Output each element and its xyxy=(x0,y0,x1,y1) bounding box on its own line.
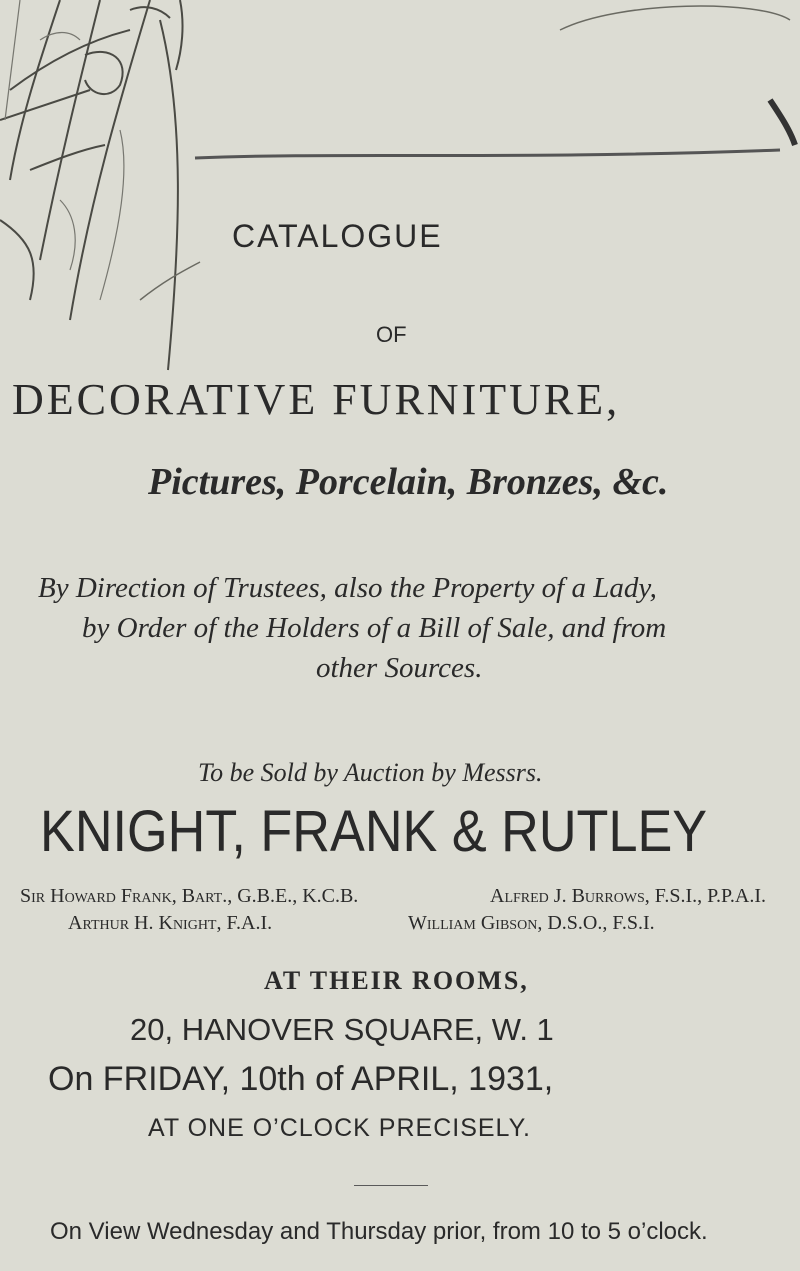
auctioneers-name: KNIGHT, FRANK & RUTLEY xyxy=(40,799,708,864)
sale-intro: To be Sold by Auction by Messrs. xyxy=(198,758,543,787)
subtitle: Pictures, Porcelain, Bronzes, &c. xyxy=(148,461,669,503)
partner-3: Arthur H. Knight, F.A.I. xyxy=(68,912,273,934)
main-heading: DECORATIVE FURNITURE, xyxy=(12,375,621,424)
divider xyxy=(354,1185,428,1186)
description-line-3: other Sources. xyxy=(316,652,483,684)
partner-1: Sir Howard Frank, Bart., G.B.E., K.C.B. xyxy=(20,885,359,907)
partner-2: Alfred J. Burrows, F.S.I., P.P.A.I. xyxy=(490,885,767,907)
view-line-1: On View Wednesday and Thursday prior, from 10 to 5 o’clock. xyxy=(50,1218,708,1245)
sale-date: On FRIDAY, 10th of APRIL, 1931, xyxy=(48,1060,554,1098)
rooms-heading: AT THEIR ROOMS, xyxy=(264,966,529,995)
description-line-2: by Order of the Holders of a Bill of Sale, and from xyxy=(82,612,667,644)
catalogue-title: CATALOGUE xyxy=(232,218,443,254)
of-label: OF xyxy=(376,322,407,347)
sale-time: AT ONE O’CLOCK PRECISELY. xyxy=(148,1114,531,1142)
description-line-1: By Direction of Trustees, also the Property of a Lady, xyxy=(38,572,657,604)
partner-4: William Gibson, D.S.O., F.S.I. xyxy=(408,912,655,934)
sale-address: 20, HANOVER SQUARE, W. 1 xyxy=(130,1012,554,1047)
